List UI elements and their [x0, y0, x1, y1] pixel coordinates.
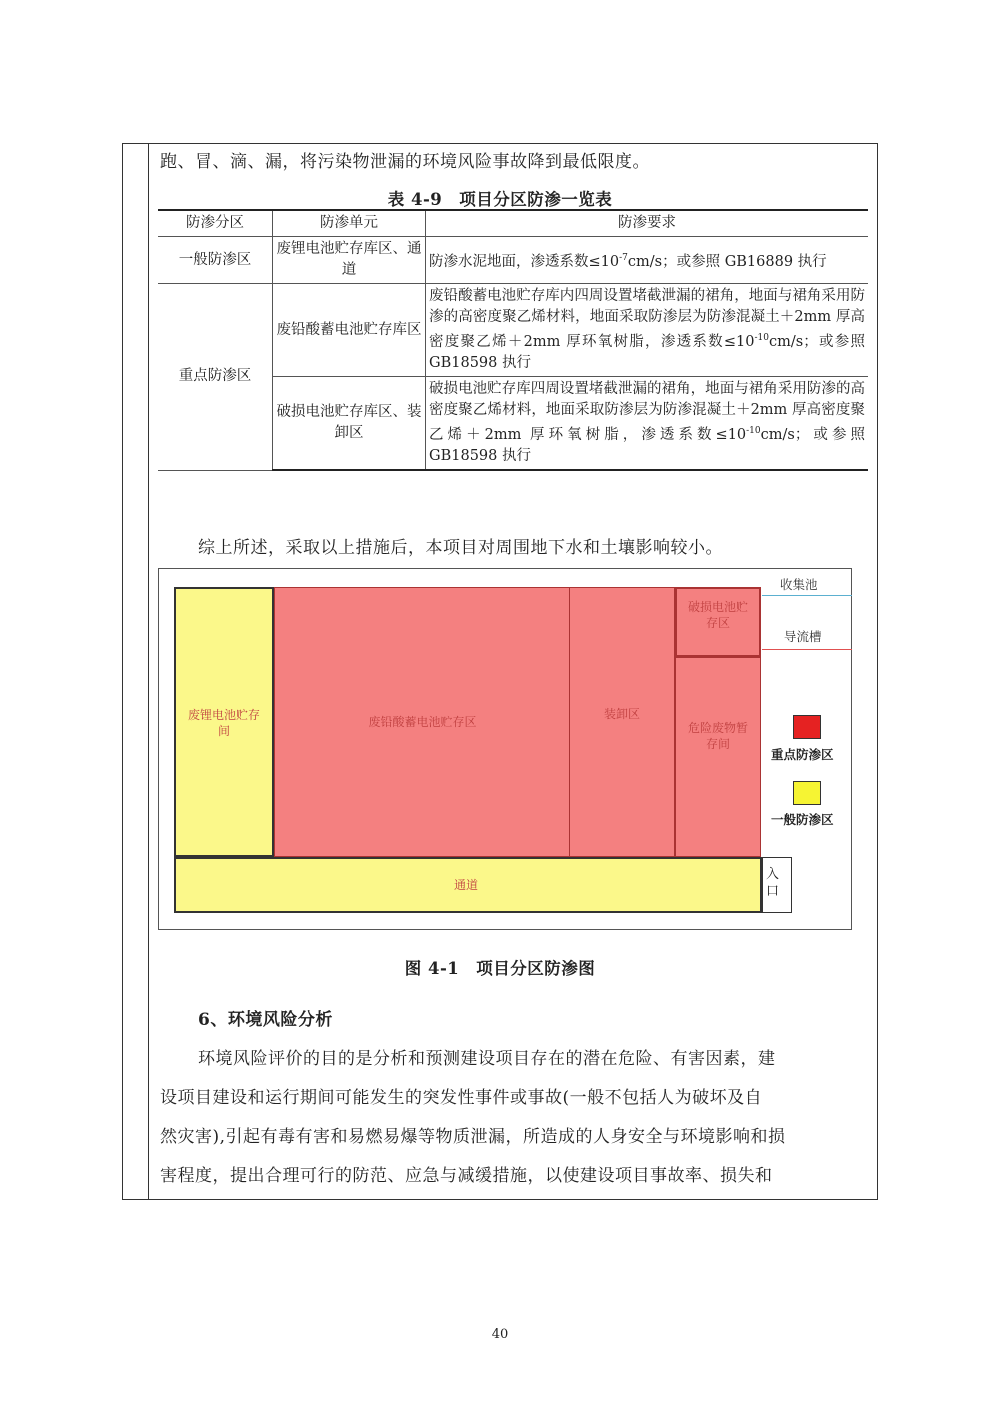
zone-damaged-battery-storage: 破损电池贮存区	[675, 587, 761, 657]
table-row	[158, 284, 868, 377]
legend-key-label: 重点防渗区	[771, 747, 834, 762]
general-requirement-cell: 防渗水泥地面，渗透系数$\le 10^{-7}cm/s$；或参照 GB16889 执行	[426, 237, 869, 284]
zone-lead-acid-storage: 废铅酸蓄电池贮存区	[274, 587, 571, 857]
zone-hazardous-waste: 危险废物暂存间	[675, 657, 761, 857]
paragraph-line-3: 然灾害),引起有毒有害和易燃易爆等物质泄漏，所造成的人身安全与环境影响和损	[160, 1127, 786, 1147]
key-requirement-cell-1: 废铅酸蓄电池贮存库内四周设置堵截泄漏的裙角，地面与裙角采用防渗的高密度聚乙烯材料，地面采取防渗层为防渗混凝土＋2mm 厚高密度聚乙烯＋2mm 厚环氧树脂，渗透系数$\le 10^{-10}cm/s$；或参照 GB18598 执行	[426, 284, 869, 377]
frame-divider	[148, 143, 149, 1200]
summary-line: 综上所述，采取以上措施后，本项目对周围地下水和土壤影响较小。	[198, 538, 723, 558]
zone-lithium-storage: 废锂电池贮存间	[174, 587, 274, 857]
key-zone-cell: 重点防渗区	[158, 284, 273, 471]
drain-channel-label: 导流槽	[784, 629, 822, 644]
intro-line: 跑、冒、滴、漏，将污染物泄漏的环境风险事故降到最低限度。	[160, 152, 650, 172]
entrance-box	[762, 857, 792, 913]
key-unit-cell-2: 破损电池贮存库区、装卸区	[273, 377, 426, 471]
figure-caption: 图 4-1 项目分区防渗图	[404, 959, 596, 978]
page-number: 40	[491, 1327, 509, 1342]
key-requirement-cell-2: 破损电池贮存库四周设置堵截泄漏的裙角，地面与裙角采用防渗的高密度聚乙烯材料，地面采取防渗层为防渗混凝土＋2mm 厚高密度聚乙烯＋2mm 厚环氧树脂，渗透系数$\le 10^{-10}cm/s$；或参照 GB18598 执行	[426, 377, 869, 471]
zone-loading: 装卸区	[569, 587, 675, 857]
legend-key-swatch	[793, 715, 821, 739]
legend-general-swatch	[793, 781, 821, 805]
table-header-row	[158, 210, 868, 237]
paragraph-line-2: 设项目建设和运行期间可能发生的突发性事件或事故(一般不包括人为破坏及自	[160, 1088, 763, 1108]
zone-passage: 通道	[174, 857, 762, 913]
table-header-unit: 防渗单元	[273, 210, 426, 237]
table-header-requirement: 防渗要求	[426, 210, 869, 237]
key-unit-cell-1: 废铅酸蓄电池贮存库区	[273, 284, 426, 377]
drain-channel-line	[762, 649, 852, 650]
general-unit-cell: 废锂电池贮存库区、通道	[273, 237, 426, 284]
seepage-zone-table	[158, 209, 868, 471]
entrance-label: 入口	[766, 867, 780, 899]
table-row	[158, 237, 868, 284]
table-header-zone: 防渗分区	[158, 210, 273, 237]
zoning-diagram	[158, 568, 852, 930]
paragraph-line-4: 害程度，提出合理可行的防范、应急与减缓措施，以使建设项目事故率、损失和	[160, 1166, 773, 1186]
table-caption: 表 4-9 项目分区防渗一览表	[387, 190, 613, 209]
paragraph-line-1: 环境风险评价的目的是分析和预测建设项目存在的潜在危险、有害因素，建	[198, 1049, 776, 1069]
general-zone-cell: 一般防渗区	[158, 237, 273, 284]
collection-pool-line	[762, 595, 852, 596]
collection-pool-label: 收集池	[780, 577, 818, 592]
section-heading: 6、环境风险分析	[198, 1010, 333, 1030]
legend-general-label: 一般防渗区	[771, 812, 834, 827]
